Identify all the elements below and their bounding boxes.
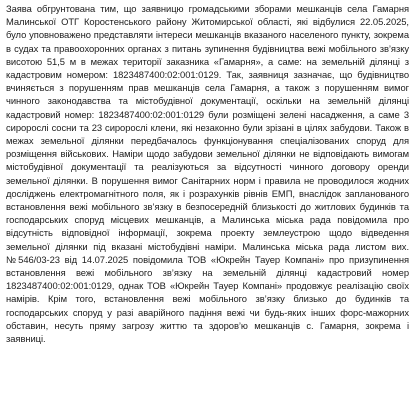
statement-paragraph: Заява обгрунтована тим, що заявницю громадськими зборами мешканців села Гамарня Малинської ОТГ Коростенського району Житомирської області, які відбулися 22.05.2025, було уповноважено представляти інтереси мешканців вказаного населеного пункту, зокрема в судах та правоохоронних органах з питань зупинення будівництва вежі мобільного зв’язку висотою 51,5 м в межах території заказника «Гамарня», а саме: на земельній ділянці з кадастровим номером: 1823487400:02:001:0129. Так, заявниця зазначає, що будівництво вчиняється з порушенням прав мешканців села Гамарня, а також з порушенням вимог чинного законодавства та містобудівної документації, оскільки на земельній ділянці кадастровий номер: 1823487400:02:001:0129 були розміщені зелені насадження, а саме 3 сиророслі сосни та 23 сиророслі клени, які незаконно були зрізані в цілях забудови. Також в межах земельної ділянки передбачалось функціонування спеціалізованих споруд для розміщення військових. Наміри щодо забудови земельної ділянки не відповідають вимогам містобудівної документації та реалізуються за відсутності чинного договору оренди земельної ділянки. В порушення вимог Санітарних норм і правила не проводилося жодних досліджень електромагнітного поля, як і розрахунків рівнів ЕМП, внаслідок запланованого встановлення вежі мобільного зв’язку в безпосередній близькості до житлових будинків та господарських споруд місцевих мешканців, а Малинська міська рада повідомила про відсутність відповідної інформації, зокрема проекту землеустрою щодо відведення земельної ділянки під вказані містобудівні наміри. Малинська міська рада листом вих. №546/03-23 від 14.07.2025 повідомила ТОВ «Юкрейн Тауер Компані» про призупинення встановлення вежі мобільного зв’язку на земельній ділянці кадастровий номер 1823487400:02:001:0129, однак ТОВ «Юкрейн Тауер Компані» продовжує реалізацію своїх намірів. Крім того, встановлення вежі мобільного зв’язку близько до будинків та господарських споруд у разі аварійного падіння вежі чи будь-яких інших форс-мажорних обставин, несуть пряму загрозу життю та здоров’ю мешканців с. Гамарня, зокрема і заявниці. xyxy=(6,3,409,345)
